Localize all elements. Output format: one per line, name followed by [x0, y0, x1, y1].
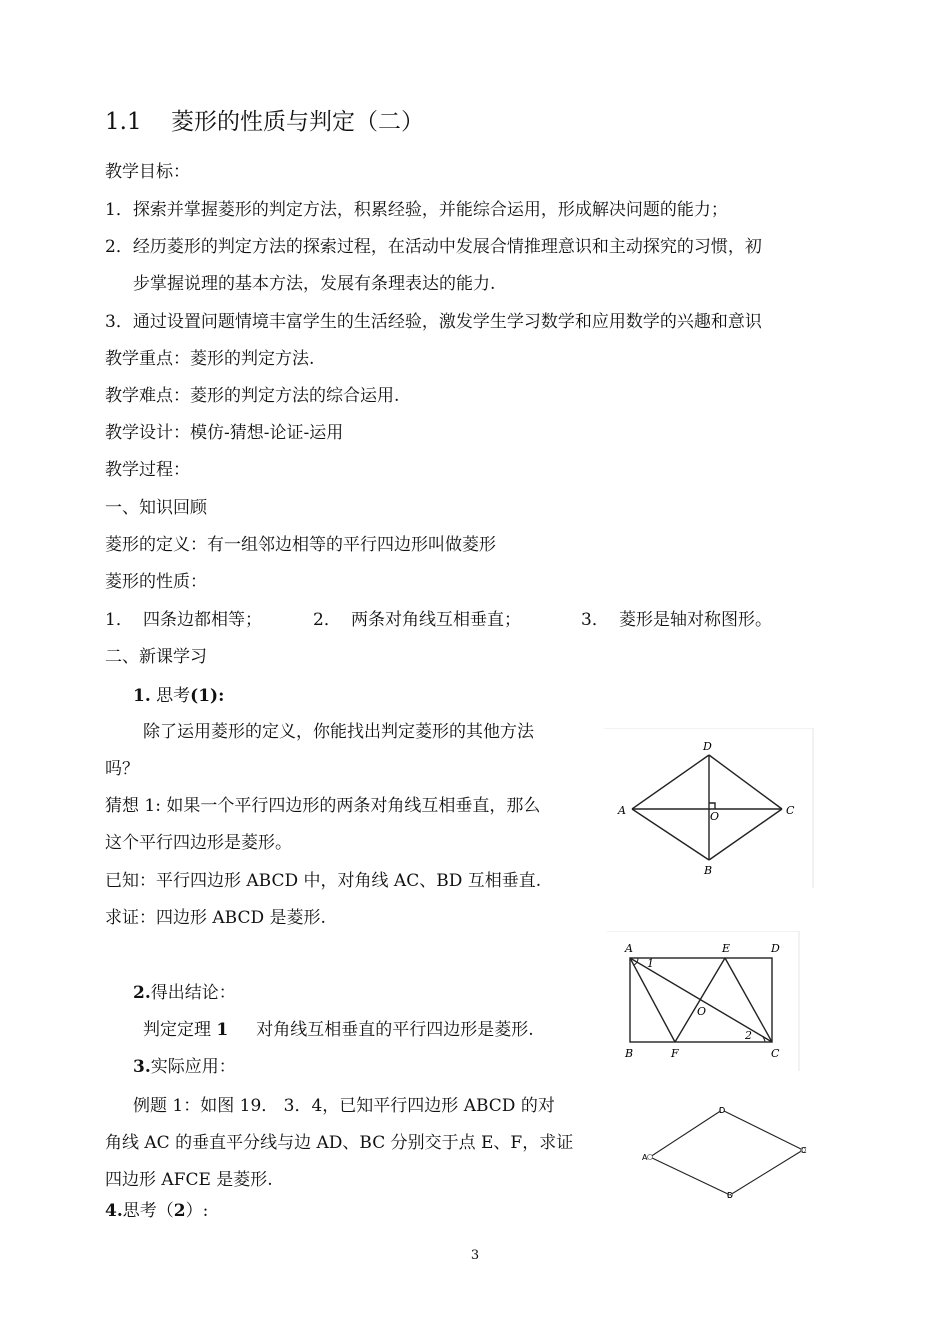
objective-2: 2．经历菱形的判定方法的探索过程，在活动中发展合情推理意识和主动探究的习惯，初 [105, 237, 762, 257]
properties-list [105, 608, 772, 632]
label-a: A [642, 1153, 648, 1162]
page-number: 3 [470, 1248, 480, 1263]
application-heading: 3.实际应用： [133, 1057, 236, 1077]
label-f: F [671, 1047, 679, 1060]
definition: 菱形的定义：有一组邻边相等的平行四边形叫做菱形 [105, 535, 496, 555]
example-line-2: 角线 AC 的垂直平分线与边 AD、BC 分别交于点 E、F，求证 [105, 1133, 574, 1153]
page-title [105, 106, 424, 138]
think-1-heading: 1. 思考(1): [133, 686, 225, 706]
figure-rectangle-rhombus [605, 931, 801, 1071]
given: 已知：平行四边形 ABCD 中，对角线 AC、BD 互相垂直. [105, 871, 542, 891]
objective-2-cont: 步掌握说理的基本方法，发展有条理表达的能力. [133, 274, 496, 294]
label-o: O [697, 1005, 707, 1018]
label-b: B [727, 1191, 733, 1200]
property-2: 两条对角线互相垂直； [351, 610, 521, 630]
example-line-3: 四边形 AFCE 是菱形. [105, 1170, 273, 1190]
label-angle-1: 1 [647, 957, 654, 970]
key-point: 教学重点：菱形的判定方法. [105, 349, 315, 369]
label-c: C [786, 804, 795, 817]
guess-1-line-2: 这个平行四边形是菱形。 [105, 833, 292, 853]
figure-parallelogram [638, 1100, 818, 1205]
side-dc [709, 755, 782, 809]
right-angle-mark [709, 803, 715, 809]
title-text: 菱形的性质与判定（二） [171, 109, 424, 135]
side-dc [722, 1110, 803, 1150]
label-d: D [771, 942, 780, 955]
label-a: A [625, 942, 633, 955]
label-d: D [703, 740, 712, 753]
label-c: C [801, 1146, 807, 1155]
side-ad [650, 1110, 722, 1157]
design: 教学设计：模仿-猜想-论证-运用 [105, 423, 344, 443]
label-o: O [710, 810, 720, 823]
theorem: 判定定理 1 对角线互相垂直的平行四边形是菱形. [143, 1020, 534, 1040]
label-angle-2: 2 [745, 1029, 752, 1042]
objective-1: 1．探索并掌握菱形的判定方法，积累经验，并能综合运用，形成解决问题的能力； [105, 200, 728, 220]
side-ba [650, 1157, 730, 1195]
think-2-heading: 4.思考（2）: [105, 1201, 209, 1221]
side-cb [709, 809, 782, 860]
think-1-text-2: 吗？ [105, 759, 139, 779]
property-1: 四条边都相等； [143, 610, 262, 630]
label-c: C [771, 1047, 780, 1060]
title-number: 1.1 [105, 109, 142, 135]
property-3-num: 3． [581, 610, 609, 630]
objective-3: 3．通过设置问题情境丰富学生的生活经验，激发学生学习数学和应用数学的兴趣和意识 [105, 312, 762, 332]
conclusion-heading: 2.得出结论： [133, 983, 236, 1003]
label-d: D [719, 1106, 726, 1115]
section-1-heading: 一、知识回顾 [105, 498, 207, 518]
guess-1-line-1: 猜想 1: 如果一个平行四边形的两条对角线互相垂直，那么 [105, 796, 541, 816]
label-b: B [625, 1047, 634, 1060]
property-1-num: 1． [105, 610, 133, 630]
side-ba [632, 809, 709, 860]
example-line-1: 例题 1：如图 19． 3．4，已知平行四边形 ABCD 的对 [133, 1096, 555, 1116]
figure-rhombus-diagonals [602, 728, 815, 888]
properties-heading: 菱形的性质： [105, 572, 207, 592]
think-1-text-1: 除了运用菱形的定义，你能找出判定菱形的其他方法 [143, 722, 534, 742]
property-2-num: 2． [313, 610, 341, 630]
difficulty: 教学难点：菱形的判定方法的综合运用. [105, 386, 400, 406]
prove: 求证：四边形 ABCD 是菱形. [105, 908, 326, 928]
objectives-heading: 教学目标： [105, 162, 190, 182]
side-cb [730, 1150, 803, 1195]
section-2-heading: 二、新课学习 [105, 647, 207, 667]
side-ad [632, 755, 709, 809]
label-a: A [618, 804, 626, 817]
process: 教学过程： [105, 460, 190, 480]
property-3: 菱形是轴对称图形。 [619, 610, 772, 630]
label-b: B [704, 864, 713, 877]
label-e: E [722, 942, 731, 955]
